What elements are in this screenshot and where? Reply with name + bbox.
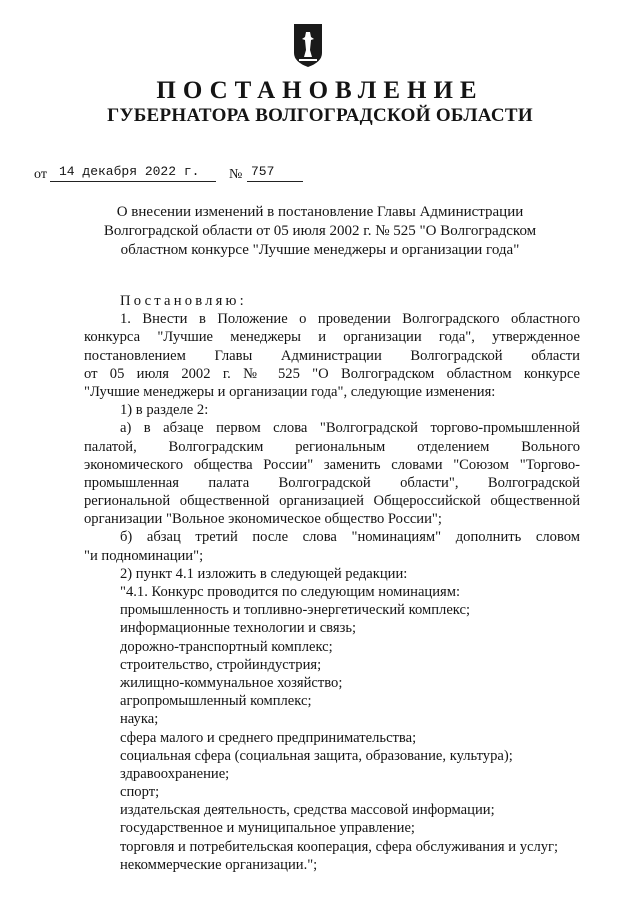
subject-line: Волгоградской области от 05 июля 2002 г. № 525 "О Волгоградском bbox=[103, 223, 537, 239]
resolution-intro: Постановляю: bbox=[120, 293, 247, 309]
body-line: региональной общественной организацией Общероссийской общественной bbox=[84, 493, 580, 510]
date-underline bbox=[50, 181, 216, 182]
body-line: б) абзац третий после слова "номинациям" дополнить словом bbox=[120, 529, 580, 546]
nomination-item: некоммерческие организации."; bbox=[120, 856, 318, 873]
nomination-item: социальная сфера (социальная защита, образование, культура); bbox=[120, 747, 513, 764]
body-line: от 05 июля 2002 г. № 525 "О Волгоградском областном конкурсе bbox=[84, 365, 580, 382]
body-line: "4.1. Конкурс проводится по следующим номинациям: bbox=[120, 584, 461, 600]
number-prefix: № bbox=[229, 167, 243, 182]
body-line: экономического общества России" заменить словами "Союзом "Торгово- bbox=[84, 456, 580, 473]
document-title: ПОСТАНОВЛЕНИЕ bbox=[156, 77, 484, 104]
body-line: 1. Внести в Положение о проведении Волгоградского областного bbox=[120, 311, 580, 328]
body-line: "Лучшие менеджеры и организации года", следующие изменения: bbox=[84, 383, 496, 400]
date-prefix: от bbox=[34, 167, 47, 182]
nomination-item: наука; bbox=[120, 711, 159, 728]
body-line: постановлением Главы Администрации Волгоградской области bbox=[84, 347, 580, 364]
nomination-item: здравоохранение; bbox=[120, 765, 230, 782]
body-line: конкурса "Лучшие менеджеры и организации года", утвержденное bbox=[84, 329, 580, 346]
nomination-item: издательская деятельность, средства массовой информации; bbox=[120, 802, 495, 819]
body-line: 1) в разделе 2: bbox=[120, 402, 209, 419]
body-line: а) в абзаце первом слова "Волгоградской торгово-промышленной bbox=[120, 420, 580, 437]
subject-line: областном конкурсе "Лучшие менеджеры и организации года" bbox=[120, 242, 520, 258]
number-underline bbox=[247, 181, 303, 182]
subject-line: О внесении изменений в постановление Главы Администрации bbox=[116, 204, 524, 220]
nomination-item: промышленность и топливно-энергетический комплекс; bbox=[120, 602, 471, 619]
body-line: организации "Вольное экономическое общество России"; bbox=[84, 511, 442, 528]
nomination-item: жилищно-коммунальное хозяйство; bbox=[120, 674, 343, 691]
document-date: 14 декабря 2022 г. bbox=[59, 164, 200, 179]
nomination-item: дорожно-транспортный комплекс; bbox=[120, 638, 333, 655]
body-line: промышленная палата Волгоградской области", Волгоградской bbox=[84, 474, 580, 491]
body-line: 2) пункт 4.1 изложить в следующей редакции: bbox=[120, 565, 408, 582]
document-body bbox=[84, 292, 580, 874]
nomination-item: торговля и потребительская кооперация, сфера обслуживания и услуг; bbox=[120, 838, 559, 855]
coat-of-arms-icon bbox=[293, 23, 323, 68]
nomination-item: сфера малого и среднего предпринимательства; bbox=[120, 729, 417, 746]
nomination-item: информационные технологии и связь; bbox=[120, 620, 357, 637]
document-number: 757 bbox=[251, 164, 275, 179]
document-subject bbox=[60, 203, 580, 260]
body-line: "и подноминации"; bbox=[84, 547, 204, 564]
nomination-item: государственное и муниципальное управление; bbox=[120, 820, 415, 837]
nomination-item: строительство, стройиндустрия; bbox=[120, 656, 322, 673]
nomination-item: спорт; bbox=[120, 784, 160, 801]
document-subtitle: ГУБЕРНАТОРА ВОЛГОГРАДСКОЙ ОБЛАСТИ bbox=[107, 105, 533, 126]
nomination-item: агропромышленный комплекс; bbox=[120, 693, 312, 710]
body-line: палатой, Волгоградским региональным отделением Вольного bbox=[84, 438, 580, 455]
document-meta bbox=[34, 164, 334, 184]
